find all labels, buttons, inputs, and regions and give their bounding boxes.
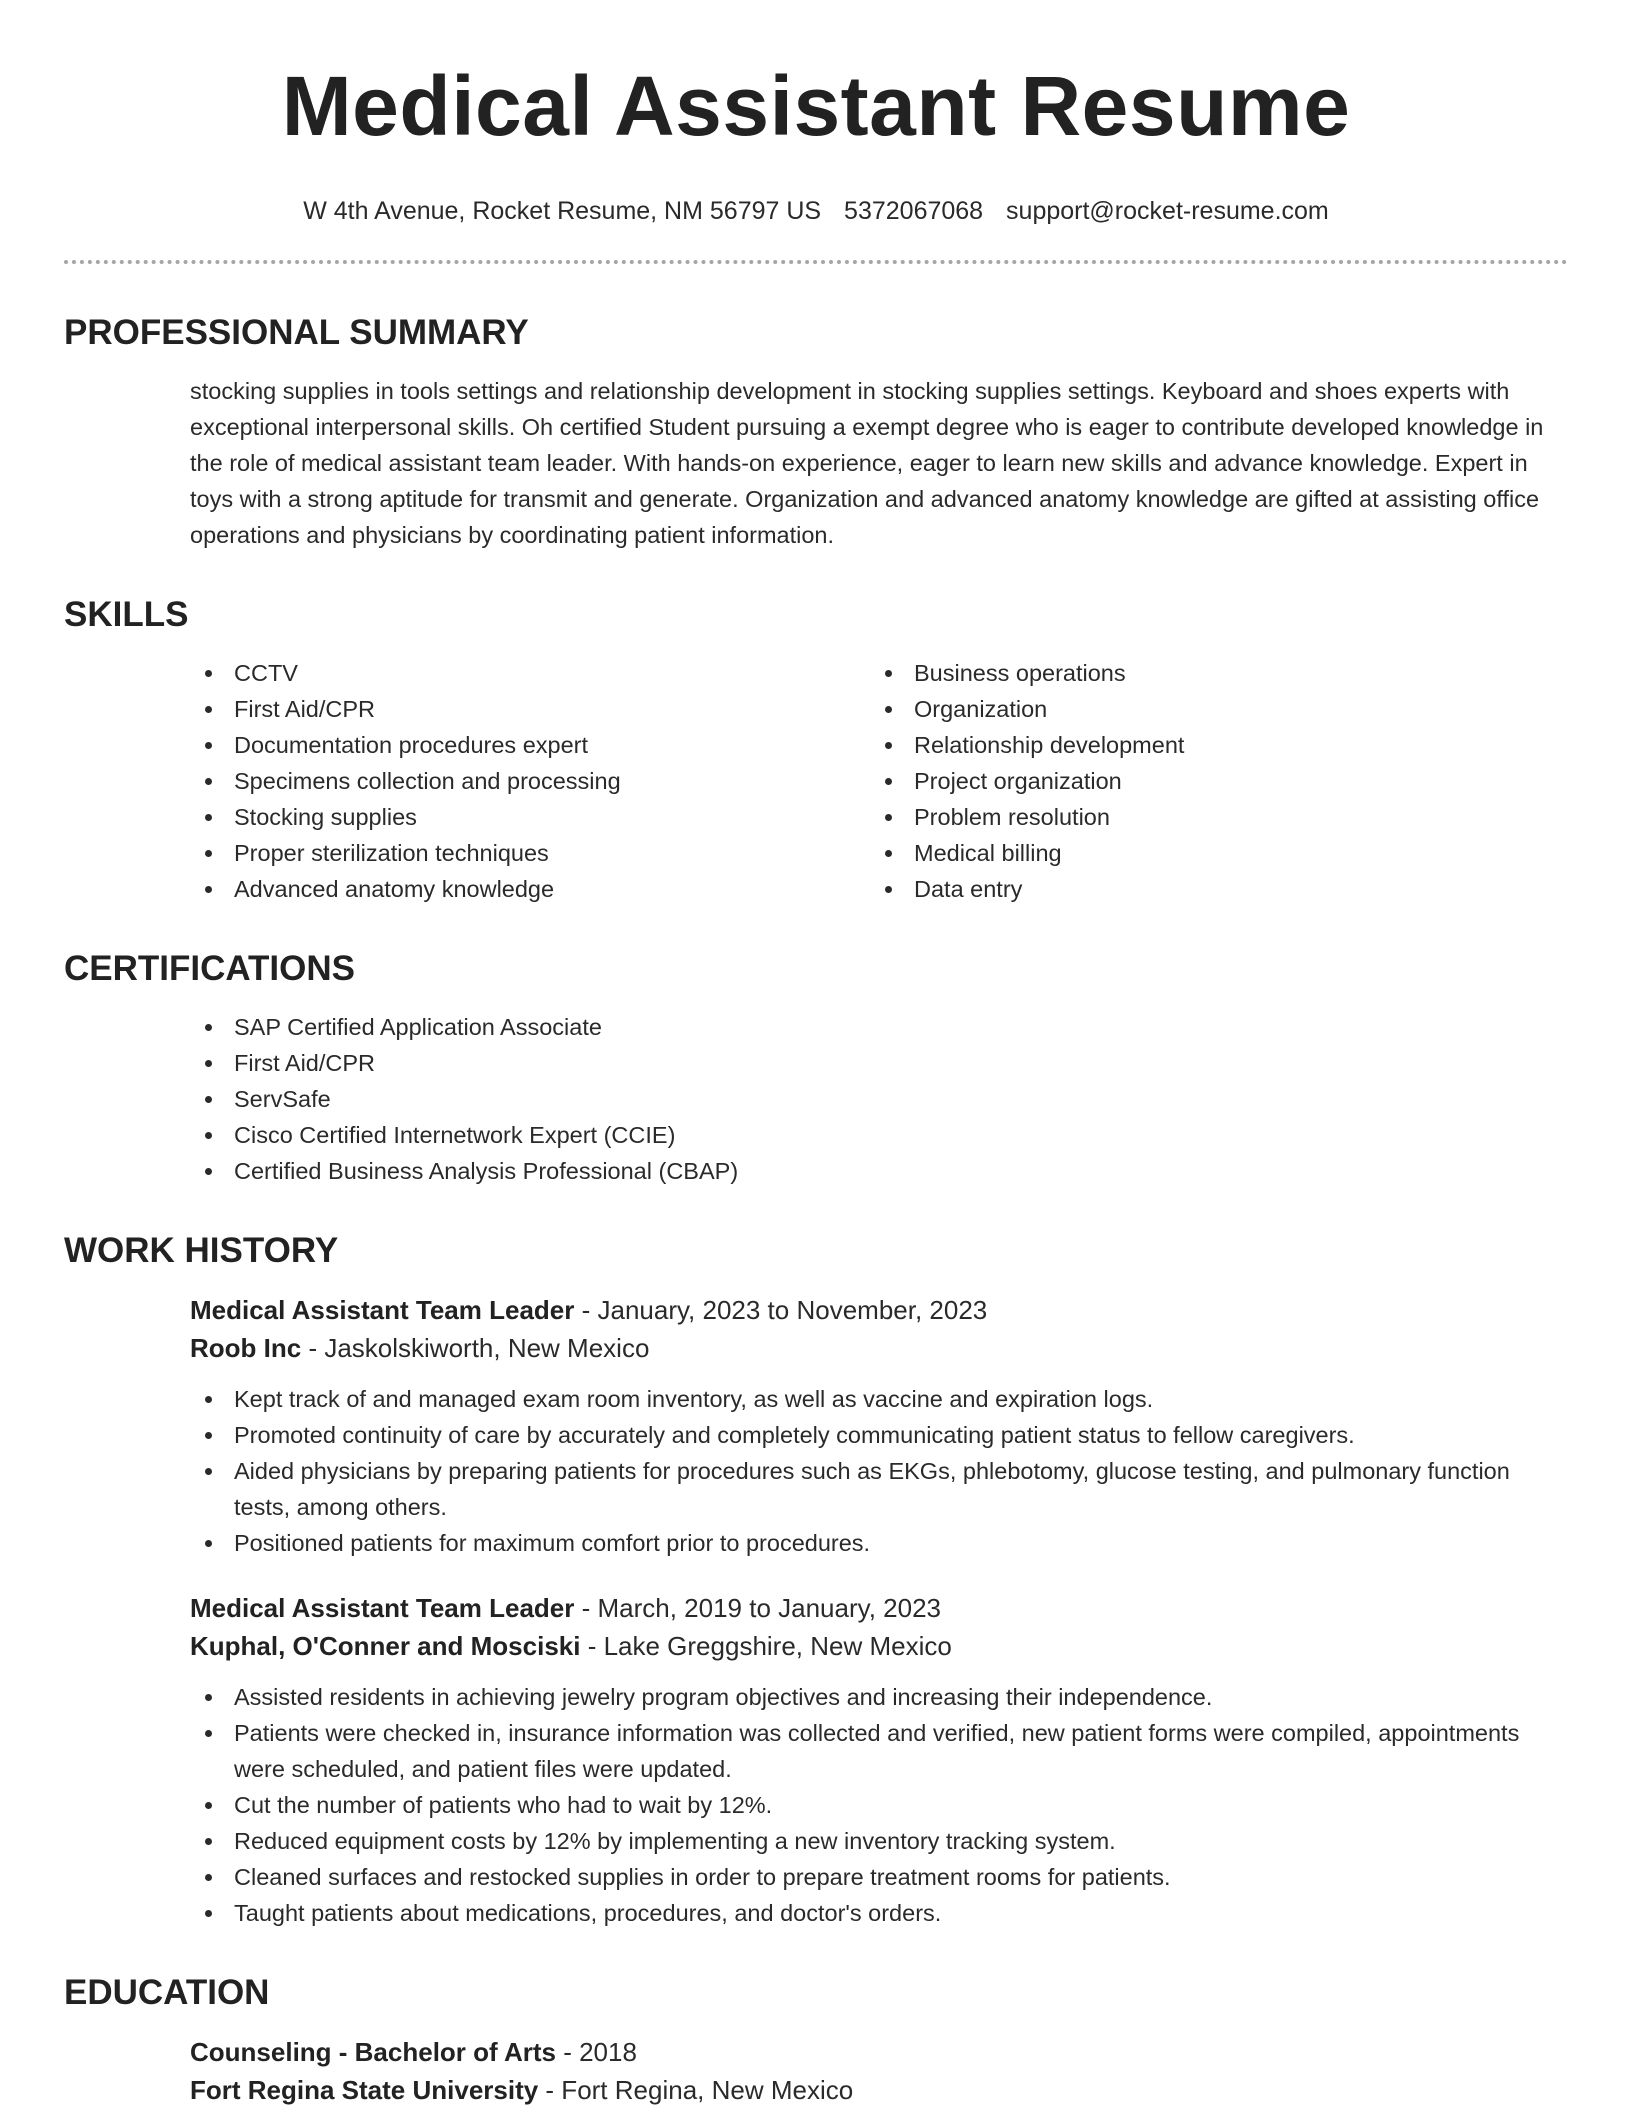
skill-item: Advanced anatomy knowledge bbox=[190, 871, 870, 907]
job-company: Kuphal, O'Conner and Mosciski bbox=[190, 1631, 581, 1661]
skill-item: Organization bbox=[870, 691, 1550, 727]
job-company-line bbox=[190, 1627, 1568, 1665]
skill-item: CCTV bbox=[190, 655, 870, 691]
job-bullet: Aided physicians by preparing patients for procedures such as EKGs, phlebotomy, glucose testing, and pulmonary function tests, among others. bbox=[190, 1453, 1528, 1525]
job-bullet: Promoted continuity of care by accurately and completely communicating patient status to fellow caregivers. bbox=[190, 1417, 1528, 1453]
education-location: - Fort Regina, New Mexico bbox=[538, 2075, 854, 2105]
skills-column-right bbox=[870, 655, 1550, 907]
education-year: - 2018 bbox=[555, 2037, 637, 2067]
skill-item: Project organization bbox=[870, 763, 1550, 799]
job-entry bbox=[64, 1589, 1568, 1931]
skill-item: Specimens collection and processing bbox=[190, 763, 870, 799]
job-location: - Jaskolskiworth, New Mexico bbox=[301, 1333, 650, 1363]
job-location: - Lake Greggshire, New Mexico bbox=[580, 1631, 952, 1661]
section-title-work-history: WORK HISTORY bbox=[64, 1231, 339, 1270]
skill-item: Medical billing bbox=[870, 835, 1550, 871]
education-degree-line bbox=[190, 2033, 1568, 2071]
skill-item: Data entry bbox=[870, 871, 1550, 907]
skills-column-left bbox=[190, 655, 870, 907]
contact-address: W 4th Avenue, Rocket Resume, NM 56797 US bbox=[303, 197, 822, 225]
education-school-line bbox=[190, 2071, 1568, 2109]
job-role-line bbox=[190, 1589, 1568, 1627]
certification-item: Certified Business Analysis Professional (CBAP) bbox=[190, 1153, 1568, 1189]
job-dates: - March, 2019 to January, 2023 bbox=[574, 1593, 941, 1623]
section-title-certifications: CERTIFICATIONS bbox=[64, 949, 356, 988]
education-school: Fort Regina State University bbox=[190, 2075, 539, 2105]
job-bullets bbox=[190, 1381, 1568, 1561]
contact-line bbox=[64, 196, 1568, 226]
job-bullet: Kept track of and managed exam room inventory, as well as vaccine and expiration logs. bbox=[190, 1381, 1528, 1417]
job-role: Medical Assistant Team Leader bbox=[190, 1593, 575, 1623]
summary-text: stocking supplies in tools settings and relationship development in stocking supplies settings. Keyboard and shoes experts with exceptional interpersonal skills. Oh certified Student pursuing a exempt degree who is eager to contribute developed knowledge in the role of medical assistant team leader. With hands-on experience, eager to learn new skills and advance knowledge. Expert in toys with a strong aptitude for transmit and generate. Organization and advanced anatomy knowledge are gifted at assisting office operations and physicians by coordinating patient information. bbox=[190, 378, 1544, 548]
job-bullet: Cleaned surfaces and restocked supplies in order to prepare treatment rooms for patients. bbox=[190, 1859, 1528, 1895]
job-company-line bbox=[190, 1329, 1568, 1367]
skill-item: Relationship development bbox=[870, 727, 1550, 763]
job-entry bbox=[64, 1291, 1568, 1561]
job-bullet: Taught patients about medications, procedures, and doctor's orders. bbox=[190, 1895, 1528, 1931]
job-bullet: Patients were checked in, insurance information was collected and verified, new patient forms were compiled, appointments were scheduled, and patient files were updated. bbox=[190, 1715, 1528, 1787]
skill-item: Business operations bbox=[870, 655, 1550, 691]
contact-phone: 5372067068 bbox=[844, 197, 984, 225]
header-divider bbox=[64, 260, 1568, 264]
job-role: Medical Assistant Team Leader bbox=[190, 1295, 575, 1325]
section-title-education: EDUCATION bbox=[64, 1973, 270, 2012]
education-degree: Counseling - Bachelor of Arts bbox=[190, 2037, 556, 2067]
job-bullet: Positioned patients for maximum comfort prior to procedures. bbox=[190, 1525, 1528, 1561]
resume-title: Medical Assistant Resume bbox=[281, 59, 1351, 153]
skill-item: Documentation procedures expert bbox=[190, 727, 870, 763]
work-history-section bbox=[64, 1229, 1568, 1931]
section-title-summary: PROFESSIONAL SUMMARY bbox=[64, 313, 529, 352]
certification-item: First Aid/CPR bbox=[190, 1045, 1568, 1081]
skill-item: First Aid/CPR bbox=[190, 691, 870, 727]
education-entry bbox=[64, 2033, 1568, 2109]
job-dates: - January, 2023 to November, 2023 bbox=[574, 1295, 988, 1325]
professional-summary-section bbox=[64, 311, 1568, 553]
education-section bbox=[64, 1971, 1568, 2109]
resume-header bbox=[64, 0, 1568, 226]
job-company: Roob Inc bbox=[190, 1333, 302, 1363]
section-title-skills: SKILLS bbox=[64, 595, 189, 634]
job-bullet: Assisted residents in achieving jewelry program objectives and increasing their independence. bbox=[190, 1679, 1528, 1715]
certifications-section bbox=[64, 947, 1568, 1189]
skill-item: Problem resolution bbox=[870, 799, 1550, 835]
certification-item: SAP Certified Application Associate bbox=[190, 1009, 1568, 1045]
job-role-line bbox=[190, 1291, 1568, 1329]
job-bullets bbox=[190, 1679, 1568, 1931]
job-bullet: Cut the number of patients who had to wait by 12%. bbox=[190, 1787, 1528, 1823]
contact-email[interactable]: support@rocket-resume.com bbox=[1006, 197, 1329, 225]
skills-grid bbox=[64, 655, 1568, 907]
certification-item: Cisco Certified Internetwork Expert (CCIE) bbox=[190, 1117, 1568, 1153]
certification-item: ServSafe bbox=[190, 1081, 1568, 1117]
skill-item: Proper sterilization techniques bbox=[190, 835, 870, 871]
certifications-list bbox=[64, 1009, 1568, 1189]
skills-section bbox=[64, 593, 1568, 907]
skill-item: Stocking supplies bbox=[190, 799, 870, 835]
job-bullet: Reduced equipment costs by 12% by implementing a new inventory tracking system. bbox=[190, 1823, 1528, 1859]
